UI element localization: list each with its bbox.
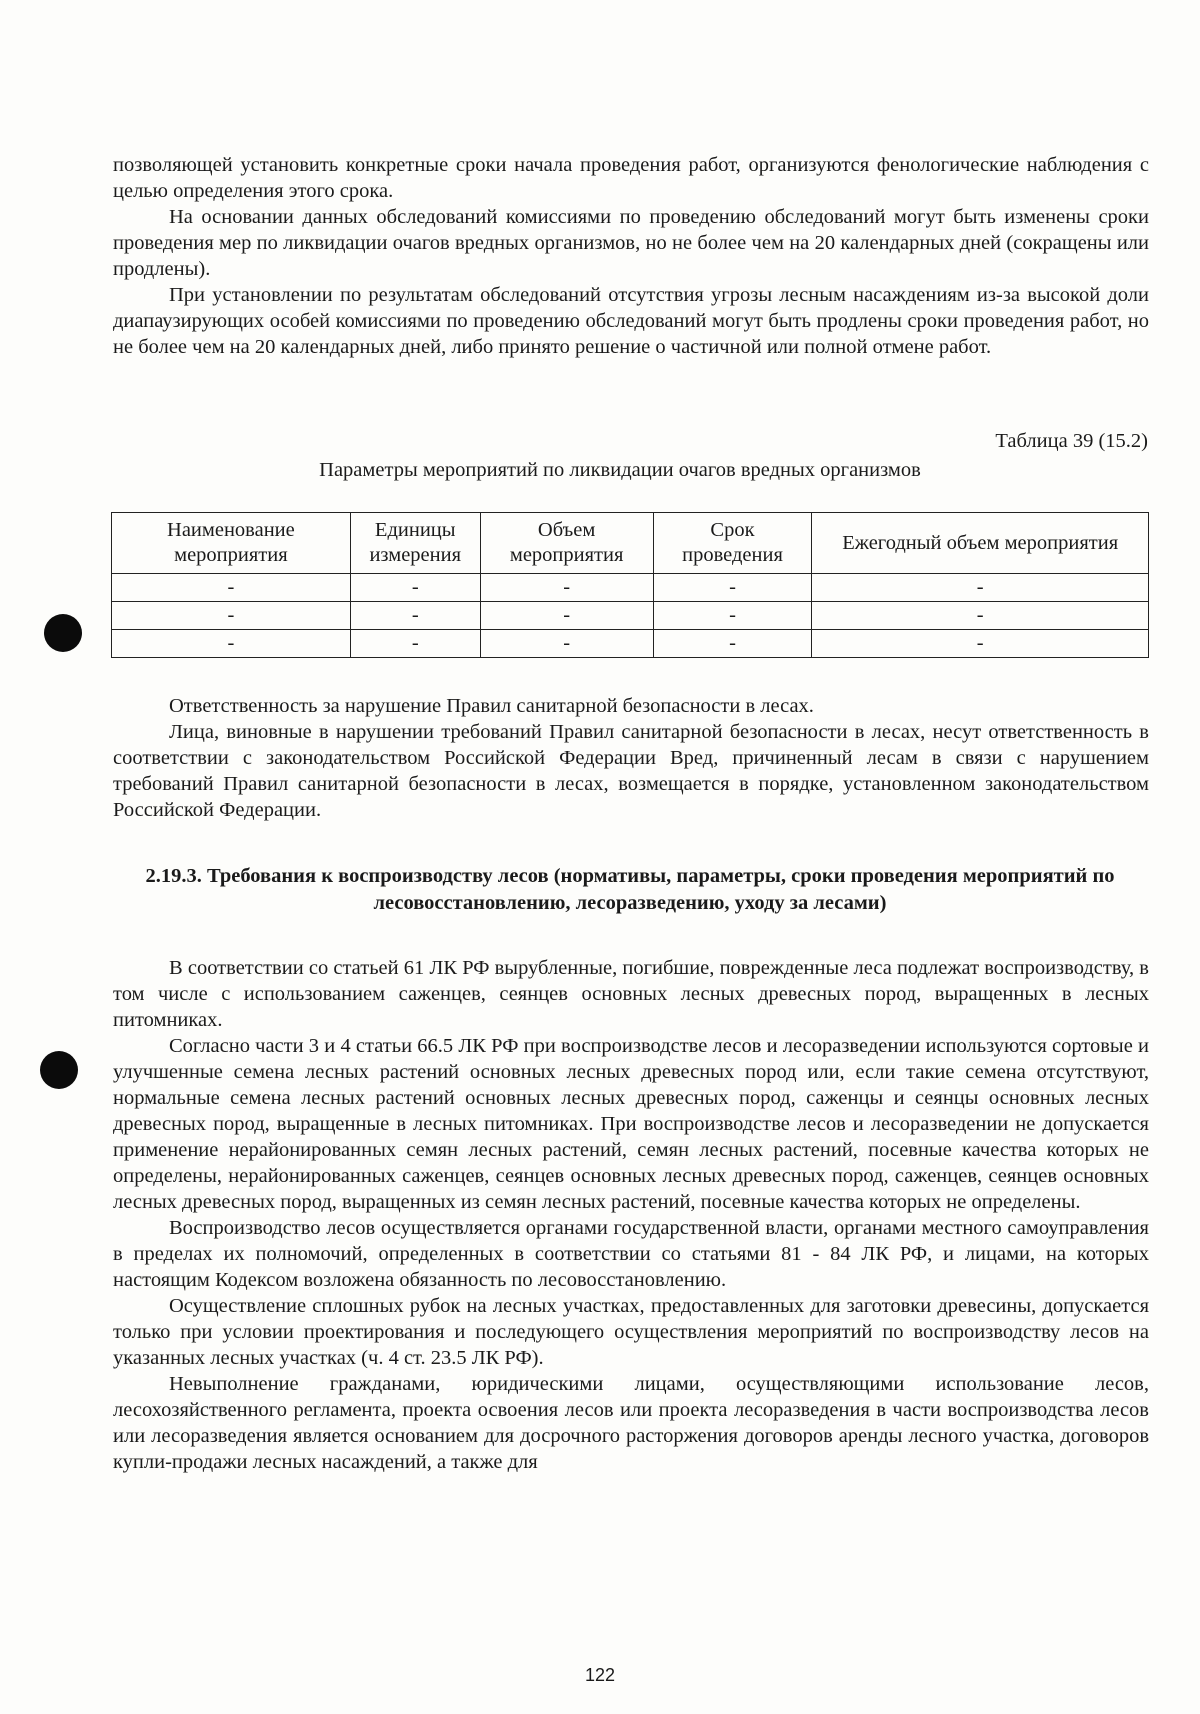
table-header-cell: Ежегодный объем мероприятия <box>812 513 1149 574</box>
paragraph: Согласно части 3 и 4 статьи 66.5 ЛК РФ при воспроизводстве лесов и лесоразведении используются сортовые и улучшенные семена лесных растений основных лесных древесных пород или, если такие семена отсутствуют, нормальные семена лесных растений основных лесных древесных пород, саженцы и сеянцы основных лесных древесных пород, выращенные в лесных питомниках. При воспроизводстве лесов и лесоразведении не допускается применение нерайонированных семян лесных растений, семян лесных растений, посевные качества которых не определены, нерайонированных саженцев, сеянцев основных лесных древесных пород, саженцев, сеянцев основных лесных древесных пород, выращенных из семян лесных растений, посевные качества которых не определены. <box>113 1035 1149 1213</box>
table-row <box>112 630 1149 658</box>
table-cell: - <box>350 630 480 658</box>
page-number: 122 <box>584 1665 616 1685</box>
table-row <box>112 574 1149 602</box>
section-heading: 2.19.3. Требования к воспроизводству лесов (нормативы, параметры, сроки проведения мероприятий по лесовосстановлению, лесоразведению, уходу за лесами) <box>145 865 1115 914</box>
paragraph: Невыполнение гражданами, юридическими лицами, осуществляющими использование лесов, лесохозяйственного регламента, проекта освоения лесов или проекта лесоразведения в части воспроизводства лесов или лесоразведения является основанием для досрочного расторжения договоров аренды лесного участка, договоров купли-продажи лесных насаждений, а также для <box>113 1373 1149 1473</box>
table-cell: - <box>480 602 653 630</box>
top-text-block <box>113 152 1149 360</box>
table-cell: - <box>350 602 480 630</box>
paragraph-continuation: позволяющей установить конкретные сроки начала проведения работ, организуются фенологические наблюдения с целью определения этого срока. <box>113 154 1149 202</box>
table-cell: - <box>112 574 351 602</box>
table-header-cell: Объем мероприятия <box>480 513 653 574</box>
paragraph: Осуществление сплошных рубок на лесных участках, предоставленных для заготовки древесины, допускается только при условии проектирования и последующего осуществления мероприятий по воспроизводству лесов на указанных лесных участках (ч. 4 ст. 23.5 ЛК РФ). <box>113 1295 1149 1369</box>
table-header-cell: Наименование мероприятия <box>112 513 351 574</box>
paragraph: Ответственность за нарушение Правил санитарной безопасности в лесах. <box>169 695 814 717</box>
paragraph: В соответствии со статьей 61 ЛК РФ вырубленные, погибшие, поврежденные леса подлежат воспроизводству, в том числе с использованием саженцев, сеянцев основных лесных древесных пород, выращенных в лесных питомниках. <box>113 957 1149 1031</box>
table-header-cell: Срок проведения <box>653 513 812 574</box>
table-cell: - <box>653 574 812 602</box>
table-title: Параметры мероприятий по ликвидации очагов вредных организмов <box>319 459 921 481</box>
parameters-table <box>111 512 1149 658</box>
table-cell: - <box>112 630 351 658</box>
paragraph: Воспроизводство лесов осуществляется органами государственной власти, органами местного самоуправления в пределах их полномочий, определенных в соответствии со статьями 81 - 84 ЛК РФ, и лицами, на которых настоящим Кодексом возложена обязанность по лесовосстановлению. <box>113 1217 1149 1291</box>
table-cell: - <box>653 630 812 658</box>
paragraph: На основании данных обследований комиссиями по проведению обследований могут быть изменены сроки проведения мер по ликвидации очагов вредных организмов, но не более чем на 20 календарных дней (сокращены или продлены). <box>113 206 1149 280</box>
table-cell: - <box>480 574 653 602</box>
punch-hole-bottom <box>40 1051 78 1089</box>
paragraph: Лица, виновные в нарушении требований Правил санитарной безопасности в лесах, несут ответственность в соответствии с законодательством Российской Федерации Вред, причиненный лесам в связи с нарушением требований Правил санитарной безопасности в лесах, возмещается в порядке, установленном законодательством Российской Федерации. <box>113 721 1149 821</box>
table-cell: - <box>812 574 1149 602</box>
table-cell: - <box>480 630 653 658</box>
table-row <box>112 602 1149 630</box>
table-number: Таблица 39 (15.2) <box>995 430 1148 452</box>
paragraph: При установлении по результатам обследований отсутствия угрозы лесным насаждениям из-за высокой доли диапаузирующих особей комиссиями по проведению обследований могут быть продлены сроки проведения работ, но не более чем на 20 календарных дней, либо принято решение о частичной или полной отмене работ. <box>113 284 1149 358</box>
middle-text-block <box>113 693 1149 823</box>
table-cell: - <box>112 602 351 630</box>
table-cell: - <box>653 602 812 630</box>
table-cell: - <box>350 574 480 602</box>
table-cell: - <box>812 630 1149 658</box>
bottom-text-block <box>113 955 1149 1475</box>
table-cell: - <box>812 602 1149 630</box>
table-header-cell: Единицы измерения <box>350 513 480 574</box>
table-header-row <box>112 513 1149 574</box>
punch-hole-top <box>44 614 82 652</box>
